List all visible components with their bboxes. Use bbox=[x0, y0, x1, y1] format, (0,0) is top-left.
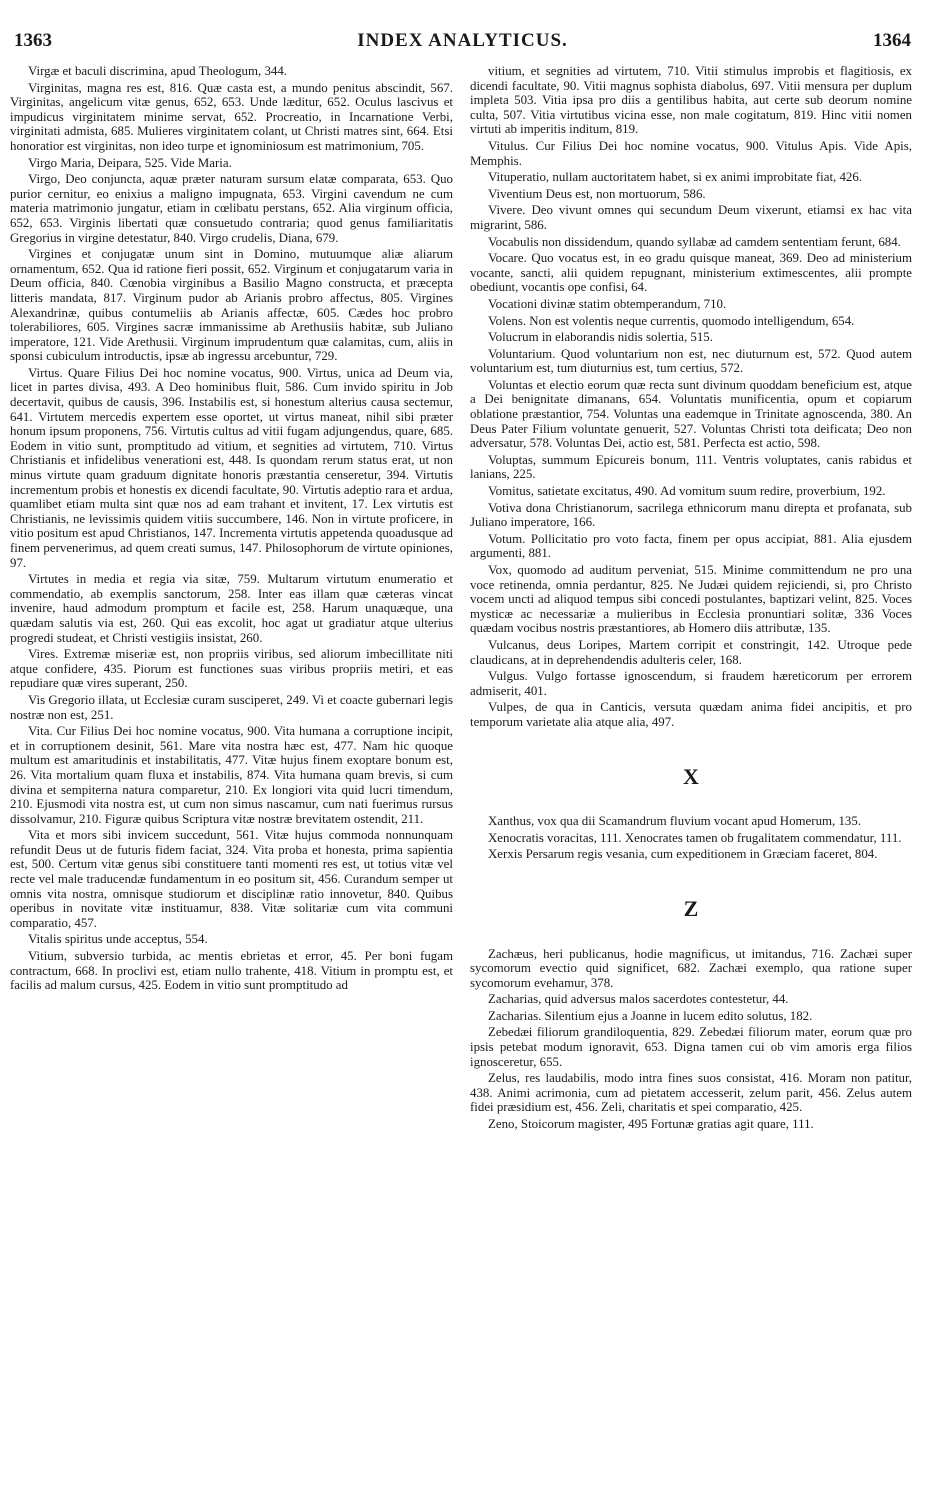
index-entry: Vitulus. Cur Filius Dei hoc nomine vocatus, 900. Vitulus Apis. Vide Apis, Memphis. bbox=[470, 138, 912, 168]
index-entry: Vitalis spiritus unde acceptus, 554. bbox=[28, 932, 208, 947]
index-entry: Virtus. Quare Filius Dei hoc nomine vocatus, 900. Virtus, unica ad Deum via, licet in partes divisa, 493. A Deo hominibus fluit, 586. Cum invido spiritu in Job decertavit, quibus de causis, 396. Instabilis est, si honestum alterius causa sectemur, 641. Virtutem mercedis expertem esse oportet, ut virtus maneat, nihil sibi præter honum ipsum proponens, 756. Virtutis cultus ad vitii fugam adjungendus, quare, 685. Eodem in vitio sunt, promptitudo ad vitium, et segnities ad virtutem, 710. Virtus Christianis et infidelibus venerationi est, 448. Is quondam rerum status erat, ut non minus virtute quam graduum dignitate honoris præstantia censeretur, 394. Virtutis incrementum probis et honestis ex dicendi facultate, 90. Virtutis adeptio rara et ardua, quamlibet etiam multa sint quæ nos ad eam trahant et invitent, 17. Lex virtutis est Christianis, ne levissimis quidem vitiis succumbere, 146. Non in virtute proficere, in vitio positum est apud Christianos, 147. Incrementa virtutis appetenda quoadusque ad finem pervenerimus, ad quem creati sumus, 147. Philosophorum de virtute opiniones, 97. bbox=[10, 365, 453, 570]
index-entry: Vocare. Quo vocatus est, in eo gradu quisque maneat, 369. Deo ad ministerium vocante, sancti, alii quidem repugnant, ministerium extimescentes, alii prompte obediunt, vocantis ope confisi, 64. bbox=[470, 251, 912, 295]
index-entry: Vis Gregorio illata, ut Ecclesiæ curam susciperet, 249. Vi et coacte gubernari legis nostræ non est, 251. bbox=[10, 692, 453, 722]
index-entry: Zebedæi filiorum grandiloquentia, 829. Zebedæi filiorum mater, eorum quæ pro ipsis petebat modum ignoravit, 653. Digna tamen cui ob vim amoris erga filios ignosceretur, 655. bbox=[470, 1025, 912, 1069]
right-page-number: 1364 bbox=[873, 30, 911, 51]
section-letter-z: Z bbox=[683, 895, 699, 921]
index-entry: Volucrum in elaborandis nidis solertia, 515. bbox=[488, 330, 713, 345]
index-entry: Zachæus, heri publicanus, hodie magnificus, ut imitandus, 716. Zachæi super sycomorum evectio quid significet, 682. Zachæi exemplo, qua ratione super sycomorum evehamur, 378. bbox=[470, 946, 912, 990]
section-letter-x: X bbox=[683, 763, 699, 789]
index-entry: Xenocratis voracitas, 111. Xenocrates tamen ob frugalitatem commendatur, 111. bbox=[488, 830, 902, 845]
right-column bbox=[470, 64, 912, 1501]
index-entry: Zeno, Stoicorum magister, 495 Fortunæ gratias agit quare, 111. bbox=[488, 1117, 814, 1132]
index-entry: Votum. Pollicitatio pro voto facta, finem per opus accipiat, 881. Alia ejusdem argumenti, 881. bbox=[470, 531, 912, 561]
index-entry: Vivere. Deo vivunt omnes qui secundum Deum vixerunt, etiamsi ex hac vita migrarint, 586. bbox=[470, 203, 912, 232]
index-entry: Vulgus. Vulgo fortasse ignoscendum, si fraudem hæreticorum per errorem admiserit, 401. bbox=[470, 669, 912, 698]
index-entry: Vires. Extremæ miseriæ est, non propriis viribus, sed aliorum imbecillitate niti atque confidere, 435. Piorum est functiones suas viribus propriis metiri, et eas repudiare quæ vires superant, 250. bbox=[10, 647, 453, 691]
index-entry: Virginitas, magna res est, 816. Quæ casta est, a mundo penitus abscindit, 567. Virginitas, angelicum vitæ genus, 652, 653. Unde læditur, 652. Oculus lascivus et impudicus virginitatem minime servat, 652. Procreatio, in Incarnatione Verbi, virginitati admista, 685. Mulieres virginitatem colant, ut Christi matres sint, 664. Etsi honoratior est virginitas, non ideo turpe et ignominiosum est matrimonium, 705. bbox=[10, 80, 453, 153]
index-entry: Virgo Maria, Deipara, 525. Vide Maria. bbox=[28, 155, 232, 170]
left-page-number: 1363 bbox=[14, 30, 52, 51]
index-entry: Vitium, subversio turbida, ac mentis ebrietas et error, 45. Per boni fugam contractum, 668. In proclivi est, etiam nullo trahente, 418. Vitium in promptu est, et facilis ad malum cursus, 425. Eodem in vitio sunt promptitudo ad bbox=[10, 949, 453, 993]
index-entry: Voluntas et electio eorum quæ recta sunt divinum quoddam beneficium est, atque a Dei benignitate dimanans, 654. Voluntatis munificentia, opum et copiarum oblatione præstantior, 754. Voluntas una eademque in Trinitate agnoscenda, 380. An Deus Pater Filium voluntate genuerit, 527. Voluntas Christi tota deificata; Deo non adversatur, 578. Voluntas Dei, actio est, 581. Perfecta est actio, 598. bbox=[470, 377, 912, 451]
running-title: INDEX ANALYTICUS. bbox=[357, 30, 568, 51]
index-entry: Zacharias. Silentium ejus a Joanne in lucem edito solutus, 182. bbox=[488, 1008, 813, 1023]
index-entry: Vocationi divinæ statim obtemperandum, 710. bbox=[488, 296, 727, 311]
index-entry: Xanthus, vox qua dii Scamandrum fluvium vocant apud Homerum, 135. bbox=[488, 814, 862, 829]
index-entry: Voluptas, summum Epicureis bonum, 111. Ventris voluptates, canis rabidus et lanians, 225. bbox=[470, 452, 912, 482]
index-entry: Vulpes, de qua in Canticis, versuta quædam anima fidei ancipitis, et pro temporum varietate alia atque alia, 497. bbox=[470, 700, 912, 729]
index-entry: vitium, et segnities ad virtutem, 710. Vitii stimulus improbis et flagitiosis, ex dicendi facultate, 90. Vitii magnus sophista diabolus, 697. Vitii mensura per duplum impleta 503. Vitia ipsa pro diis a gentilibus habita, aut certe sub deorum nomine culta, 507. Vitia virtutibus vicina esse, non male cogitatum, 819. Hinc vitii nomen virtuti ab imperitis inditum, 819. bbox=[470, 64, 912, 137]
index-entry: Voluntarium. Quod voluntarium non est, nec diuturnum est, 572. Quod autem voluntarium est, tum diuturnius est, tum certius, 572. bbox=[470, 346, 912, 376]
index-entry: Virtutes in media et regia via sitæ, 759. Multarum virtutum enumeratio et commendatio, ab exemplis sanctorum, 258. Inter eas illam quæ cæteras vincat invenire, haud admodum promptum et facile est, 258. Harum unaquæque, una quædam salutis via est, 260. Qui eas excolit, hoc agat ut gradiatur atque ulterius progredi studeat, et Christi vestigiis insistat, 260. bbox=[10, 572, 453, 645]
index-entry: Virgo, Deo conjuncta, aquæ præter naturam sursum elatæ comparata, 653. Quo purior cernitur, eo enixius a maligno impugnata, 653. Virgini cavendum ne cum materia matrimonio jungatur, etiam in cœlibatu perstans, 652. Alia virginum officia, 652, 653. Virginis libertati quæ consuetudo contraria; quod genus familiaritatis Gregorius in virgine detestatur, 840. Virgo crudelis, Diana, 679. bbox=[10, 172, 453, 245]
index-entry: Vita. Cur Filius Dei hoc nomine vocatus, 900. Vita humana a corruptione incipit, et in corruptionem desinit, 561. Mare vita nostra hæc est, 477. Nam hic quoque multum est amaritudinis et instabilitatis, 477. Vitæ hujus finem exoptare bonum est, 26. Vita mortalium quam fluxa et instabilis, 874. Vita humana quam brevis, si cum divina et sempiterna natura comparetur, 210. Ex longiori vita quid lucri timendum, 210. Ejusmodi vita nostra est, ut cum non simus nascamur, cum nati fuerimus rursus dissolvamur, 210. Figuræ quibus Scriptura vitæ nostræ brevitatem ostendit, 211. bbox=[10, 724, 453, 826]
index-entry: Vomitus, satietate excitatus, 490. Ad vomitum suum redire, proverbium, 192. bbox=[488, 484, 886, 499]
index-entry: Vocabulis non dissidendum, quando syllabæ ad camdem sententiam ferunt, 684. bbox=[488, 234, 901, 249]
index-entry: Virgæ et baculi discrimina, apud Theologum, 344. bbox=[28, 64, 288, 78]
index-entry: Viventium Deus est, non mortuorum, 586. bbox=[488, 186, 706, 201]
left-column bbox=[10, 64, 453, 1501]
index-entry: Vituperatio, nullam auctoritatem habet, si ex animi improbitate fiat, 426. bbox=[488, 170, 863, 185]
index-entry: Virgines et conjugatæ unum sint in Domino, mutuumque aliæ aliarum ornamentum, 652. Qua id ratione fieri possit, 652. Virginum et conjugatarum varia in Deum officia, 840. Cœnobia virginibus a Basilio Magno constructa, et præcepta litteris mandata, 817. Virginum pudor ab Arianis probro affectus, 805. Virgines Alexandrinæ, quibus contumeliis ab Arianis affectæ, 605. Cædes hoc probro tolerabiliores, 605. Virgines sacræ immanissime ab Arethusiis habitæ, sub Juliano imperatore, 121. Vide Arethusii. Virginum imprudentum quæ calamitas, cum, aliis in sponsi cubiculum introductis, ipsæ ab ingressu arcebuntur, 729. bbox=[10, 247, 453, 364]
index-entry: Zelus, res laudabilis, modo intra fines suos consistat, 416. Moram non patitur, 438. Animi acrimonia, cum ad pietatem accesserit, zelum parit, 456. Zelus autem fidei præsidium est, 456. Zeli, charitatis et spei comparatio, 425. bbox=[470, 1071, 912, 1115]
index-entry: Votiva dona Christianorum, sacrilega ethnicorum manu direpta et profanata, sub Juliano imperatore, 166. bbox=[470, 500, 912, 530]
index-entry: Volens. Non est volentis neque currentis, quomodo intelligendum, 654. bbox=[488, 313, 855, 328]
running-header bbox=[14, 30, 911, 56]
index-entry: Vox, quomodo ad auditum perveniat, 515. Minime committendum ne pro una voce retinenda, omnia perdantur, 825. Ne Judæi quidem rejiciendi, si, pro Christo vocem uncti ad aliquod tempus sibi concedi postulantes, baptizari velint, 825. Voces mysticæ ac necessariæ a mulieribus in Ecclesia pronuntiari solitæ, 336 Voces quædam vocibus nostris præstantiores, ab Homero diis attributæ, 135. bbox=[470, 563, 912, 636]
index-entry: Xerxis Persarum regis vesania, cum expeditionem in Græciam faceret, 804. bbox=[488, 847, 878, 862]
index-entry: Zacharias, quid adversus malos sacerdotes contestetur, 44. bbox=[488, 992, 789, 1007]
index-entry: Vita et mors sibi invicem succedunt, 561. Vitæ hujus commoda nonnunquam refundit Deus ut de futuris fidem faciat, 324. Vita proba et honesta, prima sapientia est, 500. Certum vitæ genus sibi constituere tanti momenti res est, ut totius vitæ vel recte vel male traducendæ fundamentum in eo positum sit, 456. Curandum semper ut omnis vita nostra, omnisque studiorum et disciplinæ ratio innovetur, 840. Quibus operibus in novitate vitæ instituamur, 838. Vitæ solitariæ cum vita communi comparatio, 457. bbox=[10, 828, 453, 930]
index-entry: Vulcanus, deus Loripes, Martem corripit et constringit, 142. Utroque pede claudicans, at in deprehendendis adulteris celer, 168. bbox=[470, 637, 912, 667]
